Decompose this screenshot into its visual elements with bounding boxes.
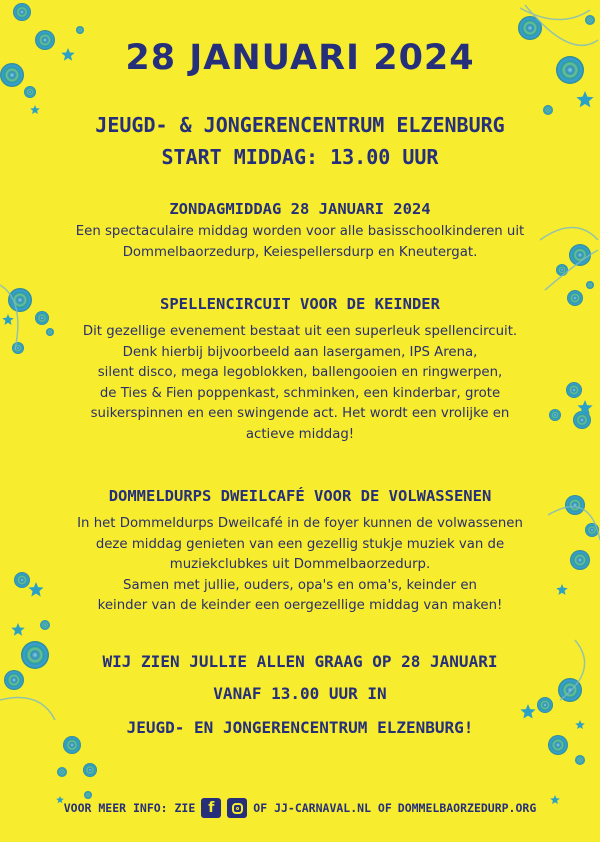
- bubble-shape: [556, 264, 568, 276]
- star-shape: [576, 91, 593, 107]
- bubble-shape: [76, 26, 84, 34]
- section-text: [0, 222, 600, 263]
- closing-line: VANAF 13.00 UUR IN: [213, 684, 387, 703]
- footer-prefix: VOOR MEER INFO: ZIE: [63, 801, 196, 815]
- bubble-shape: [83, 763, 97, 777]
- bubble-shape: [585, 15, 595, 25]
- text-line: deze middag genieten van een gezellig stukje muziek van de: [95, 536, 505, 552]
- text-line: Denk hierbij bijvoorbeeld aan lasergamen, IPS Arena,: [122, 344, 478, 360]
- footer-or-text: OF JJ-CARNAVAL.NL OF: [253, 801, 392, 815]
- bubble-shape: [24, 86, 36, 98]
- section-heading: ZONDAGMIDDAG 28 JANUARI 2024: [169, 200, 431, 218]
- closing-line: JEUGD- EN JONGERENCENTRUM ELZENBURG!: [126, 718, 474, 737]
- facebook-icon[interactable]: [201, 798, 221, 818]
- text-line: actieve middag!: [245, 426, 355, 442]
- text-line: silent disco, mega legoblokken, ballengooien en ringwerpen,: [97, 365, 503, 380]
- text-line: de Ties & Fien poppenkast, schminken, een kinderbar, grote: [99, 385, 501, 401]
- text-line: Samen met jullie, ouders, opa's en oma's, keinder en: [123, 577, 477, 593]
- bubble-shape: [575, 755, 585, 765]
- bubble-shape: [57, 767, 67, 777]
- instagram-icon[interactable]: [227, 798, 247, 818]
- star-shape: [11, 623, 24, 636]
- facebook-glyph: f: [208, 800, 215, 816]
- section-text: [0, 322, 600, 445]
- star-shape: [520, 704, 535, 719]
- section-heading: DOMMELDURPS DWEILCAFÉ VOOR DE VOLWASSENEN: [108, 487, 492, 505]
- text-line: Een spectaculaire middag worden voor alle basisschoolkinderen uit: [75, 224, 525, 239]
- venue-title: JEUGD- & JONGERENCENTRUM ELZENBURG: [95, 113, 505, 137]
- bubble-shape: [40, 620, 50, 630]
- start-time: START MIDDAG: 13.00 UUR: [161, 145, 439, 169]
- bubble-shape: [548, 735, 568, 755]
- bubble-shape: [63, 736, 81, 754]
- text-line: In het Dommeldurps Dweilcafé in de foyer kunnen de volwassenen: [77, 516, 523, 531]
- footer-info: [0, 798, 600, 818]
- bubble-shape: [13, 3, 31, 21]
- bubble-shape: [586, 281, 594, 289]
- text-line: Dommelbaorzedurp, Keiespellersdurp en Kneutergat.: [122, 244, 478, 260]
- section-text: [0, 514, 600, 617]
- text-line: keinder van de keinder een oergezellige middag van maken!: [97, 598, 503, 613]
- section-heading: SPELLENCIRCUIT VOOR DE KEINDER: [160, 295, 440, 313]
- text-line: muziekclubkes uit Dommelbaorzedurp.: [169, 557, 431, 572]
- footer-website-link[interactable]: DOMMELBAORZEDURP.ORG: [397, 801, 537, 815]
- closing-line: WIJ ZIEN JULLIE ALLEN GRAAG OP 28 JANUARI: [102, 652, 498, 671]
- text-line: suikerspinnen en een swingende act. Het wordt een vrolijke en: [90, 406, 510, 421]
- event-date-title: 28 JANUARI 2024: [125, 38, 475, 78]
- text-line: Dit gezellige evenement bestaat uit een superleuk spellencircuit.: [82, 324, 518, 339]
